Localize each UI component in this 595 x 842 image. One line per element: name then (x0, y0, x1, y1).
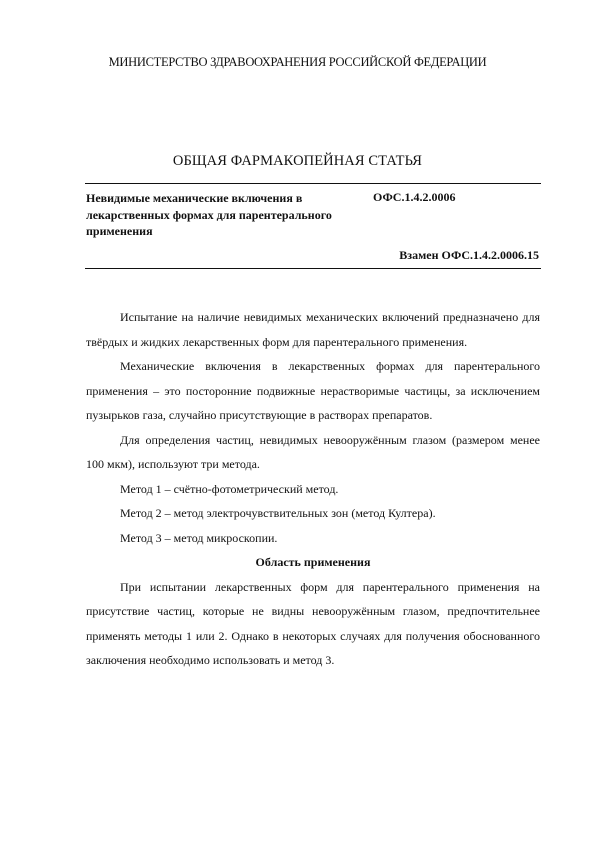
method-item: Метод 2 – метод электрочувствительных зон (метод Култера). (120, 506, 436, 520)
definition-paragraph: Механические включения в лекарственных формах для парентерального применения – это посторонние подвижные нерастворимые частицы, за исключением пузырьков газа, случайно присутствующие в растворах препаратов. (86, 359, 540, 422)
article-replaces: Взамен ОФС.1.4.2.0006.15 (399, 248, 539, 262)
document-title: ОБЩАЯ ФАРМАКОПЕЙНАЯ СТАТЬЯ (172, 153, 423, 169)
article-name: Невидимые механические включения в лекарственных формах для парентерального применения (86, 191, 332, 238)
header-rule-top (85, 183, 541, 184)
article-code: ОФС.1.4.2.0006 (373, 190, 456, 204)
methods-intro-paragraph: Для определения частиц, невидимых невооружённым глазом (размером менее 100 мкм), используют три метода. (86, 432, 540, 471)
intro-paragraph: Испытание на наличие невидимых механических включений предназначено для твёрдых и жидких лекарственных форм для парентерального применения. (86, 310, 540, 349)
method-item: Метод 3 – метод микроскопии. (120, 530, 278, 545)
ministry-heading: МИНИСТЕРСТВО ЗДРАВООХРАНЕНИЯ РОССИЙСКОЙ ФЕДЕРАЦИИ (108, 55, 487, 69)
article-body (86, 305, 540, 673)
method-item: Метод 1 – счётно-фотометрический метод. (120, 481, 339, 496)
scope-heading: Область применения (255, 555, 371, 569)
header-rule-bottom (85, 268, 541, 269)
scope-paragraph: При испытании лекарственных форм для парентерального применения на присутствие частиц, которые не видны невооружённым глазом, предпочтительнее применять методы 1 или 2. Однако в некоторых случаях для получения обоснованного заключения необходимо использовать и метод 3. (86, 579, 540, 667)
